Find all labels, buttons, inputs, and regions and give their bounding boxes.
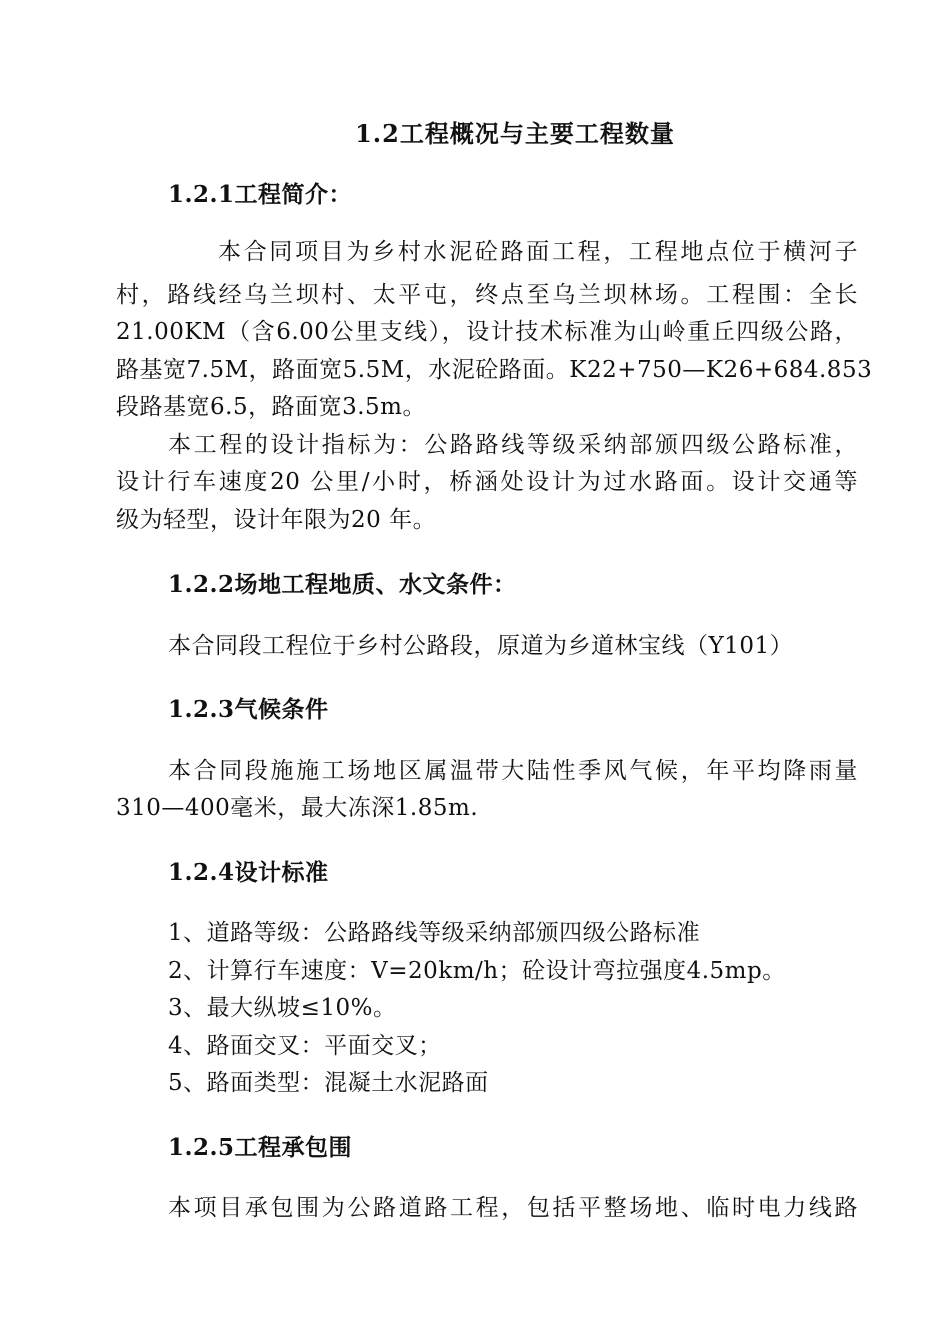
paragraph-line: 本合同段施施工场地区属温带大陆性季风气候，年平均降雨量 xyxy=(168,758,858,784)
section-heading-1-2-3: 1.2.3气候条件 xyxy=(168,696,329,723)
list-item: 2、计算行车速度：V=20km/h；砼设计弯拉强度4.5mp。 xyxy=(168,958,786,984)
section-heading-1-2-2: 1.2.2场地工程地质、水文条件： xyxy=(168,571,517,598)
paragraph-line: 本合同段工程位于乡村公路段，原道为乡道林宝线（Y101） xyxy=(168,633,794,659)
paragraph-line: 本项目承包围为公路道路工程，包括平整场地、临时电力线路 xyxy=(168,1195,858,1221)
paragraph-line: 级为轻型，设计年限为20 年。 xyxy=(116,507,437,533)
paragraph-line: 本工程的设计指标为：公路路线等级采纳部颁四级公路标准， xyxy=(168,432,858,458)
section-heading-1-2-5: 1.2.5工程承包围 xyxy=(168,1134,353,1161)
paragraph-line: 310—400毫米，最大冻深1.85m. xyxy=(116,795,479,821)
paragraph-line: 设计行车速度20 公里/小时，桥涵处设计为过水路面。设计交通等 xyxy=(116,469,858,495)
page-title: 1.2工程概况与主要工程数量 xyxy=(355,119,675,148)
paragraph-line: 村，路线经乌兰坝村、太平屯，终点至乌兰坝林场。工程围：全长 xyxy=(116,282,858,308)
paragraph-line: 本合同项目为乡村水泥砼路面工程，工程地点位于横河子 xyxy=(218,239,858,265)
list-item: 4、路面交叉：平面交叉； xyxy=(168,1033,442,1059)
list-item: 1、道路等级：公路路线等级采纳部颁四级公路标准 xyxy=(168,920,701,946)
paragraph-line: 路基宽7.5M，路面宽5.5M，水泥砼路面。K22+750—K26+684.853 xyxy=(116,357,873,383)
list-item: 5、路面类型：混凝土水泥路面 xyxy=(168,1070,489,1096)
paragraph-line: 段路基宽6.5，路面宽3.5m。 xyxy=(116,394,426,420)
section-heading-1-2-1: 1.2.1工程简介： xyxy=(168,181,353,208)
list-item: 3、最大纵坡≤10%。 xyxy=(168,995,397,1021)
paragraph-line: 21.00KM（含6.00公里支线），设计技术标准为山岭重丘四级公路， xyxy=(116,319,858,345)
section-heading-1-2-4: 1.2.4设计标准 xyxy=(168,859,329,886)
